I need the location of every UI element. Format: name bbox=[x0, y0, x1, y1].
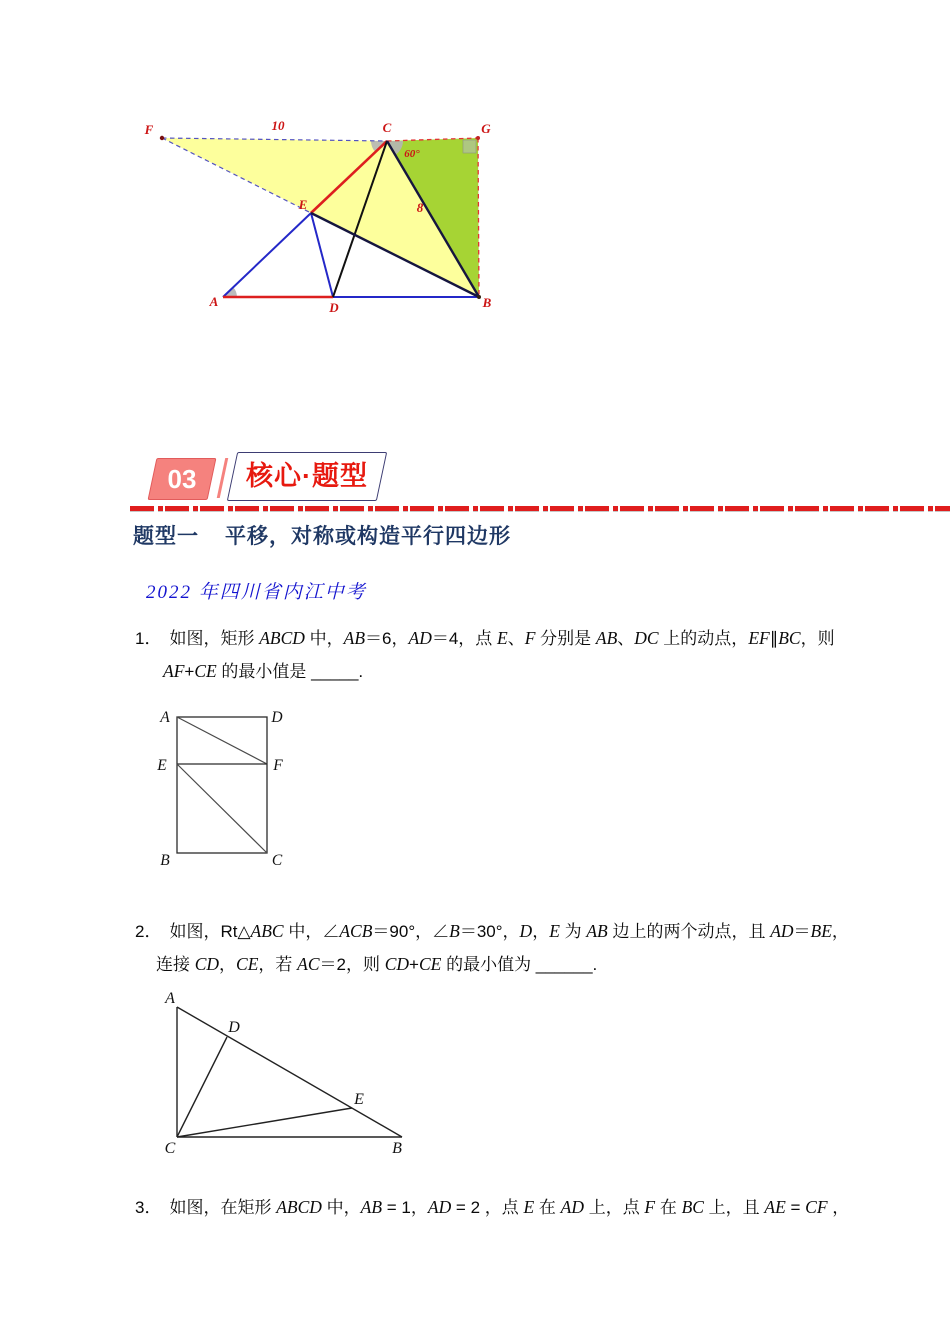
label-length-8: 8 bbox=[416, 200, 424, 215]
segment-EC bbox=[177, 764, 267, 853]
segment-CD bbox=[177, 1037, 227, 1137]
badge-number: 03 bbox=[167, 464, 197, 494]
segment-AB bbox=[177, 1007, 402, 1137]
label-G: G bbox=[481, 121, 491, 136]
segment-ED bbox=[311, 213, 333, 297]
label-C: C bbox=[382, 120, 392, 135]
point-F bbox=[160, 136, 164, 140]
problem-2-figure bbox=[145, 985, 425, 1165]
label-E: E bbox=[298, 197, 308, 212]
problem-2 bbox=[135, 915, 849, 981]
badge-slash-decoration bbox=[217, 458, 229, 498]
fig2-label-D: D bbox=[228, 1019, 240, 1036]
badge-title-box bbox=[227, 452, 387, 501]
section-heading-label: 题型一 bbox=[133, 525, 199, 548]
fig2-label-A: A bbox=[165, 990, 175, 1007]
fig2-label-E: E bbox=[354, 1091, 364, 1108]
main-geometry-figure bbox=[130, 112, 510, 322]
problem-3-number: 3． bbox=[135, 1198, 162, 1217]
section-heading bbox=[133, 520, 511, 550]
label-angle-60: 60° bbox=[404, 148, 420, 160]
label-F: F bbox=[144, 122, 154, 137]
problem-1 bbox=[135, 622, 835, 688]
label-B: B bbox=[482, 295, 492, 310]
fig1-label-C: C bbox=[271, 852, 283, 869]
fig2-label-B: B bbox=[392, 1140, 402, 1157]
label-length-10: 10 bbox=[271, 118, 285, 133]
segment-AF bbox=[177, 717, 267, 764]
segment-AE bbox=[223, 213, 311, 297]
section-badge bbox=[152, 452, 412, 502]
fig1-label-A: A bbox=[160, 709, 170, 726]
right-angle-marker-G bbox=[463, 140, 476, 153]
fig1-label-F: F bbox=[273, 757, 283, 774]
badge-title: 核心·题型 bbox=[246, 461, 368, 491]
point-G bbox=[476, 136, 480, 140]
problem-1-number: 1． bbox=[135, 629, 162, 648]
problem-2-line-2: 连接 CD，CE，若 AC＝2，则 CD+CE 的最小值为 ______. bbox=[156, 954, 598, 974]
fig1-label-D: D bbox=[271, 709, 283, 726]
problem-1-figure bbox=[145, 700, 305, 880]
fig2-label-C: C bbox=[164, 1140, 176, 1157]
exam-source-line: 2022 年四川省内江中考 bbox=[146, 582, 367, 603]
problem-3-line-1 bbox=[135, 1191, 849, 1224]
label-D: D bbox=[329, 300, 339, 315]
fig1-label-E: E bbox=[157, 757, 167, 774]
section-heading-title: 平移，对称或构造平行四边形 bbox=[225, 525, 511, 548]
problem-3-text-1: 如图，在矩形 ABCD 中，AB = 1，AD = 2 ，点 E 在 AD 上，点 F 在 BC 上，且 AE = CF ， bbox=[169, 1197, 850, 1217]
problem-3 bbox=[135, 1191, 849, 1224]
problem-1-line-1 bbox=[135, 622, 835, 655]
label-A: A bbox=[209, 294, 219, 309]
problem-2-text-1: 如图，Rt△ABC 中，∠ACB＝90°，∠B＝30°，D，E 为 AB 边上的两个动点，且 AD＝BE， bbox=[169, 921, 849, 941]
point-B bbox=[477, 295, 481, 299]
badge-number-box bbox=[148, 458, 217, 500]
segment-CE bbox=[177, 1108, 352, 1137]
problem-1-text-1: 如图，矩形 ABCD 中，AB＝6，AD＝4，点 E、F 分别是 AB、DC 上的动点，EF∥BC，则 bbox=[169, 628, 835, 648]
dash-dot-separator bbox=[130, 506, 950, 511]
problem-1-line-2: AF+CE 的最小值是 _____. bbox=[163, 661, 364, 681]
problem-2-line-1 bbox=[135, 915, 849, 948]
rectangle-ABCD bbox=[177, 717, 267, 853]
fig1-label-B: B bbox=[160, 852, 170, 869]
problem-2-number: 2． bbox=[135, 922, 162, 941]
